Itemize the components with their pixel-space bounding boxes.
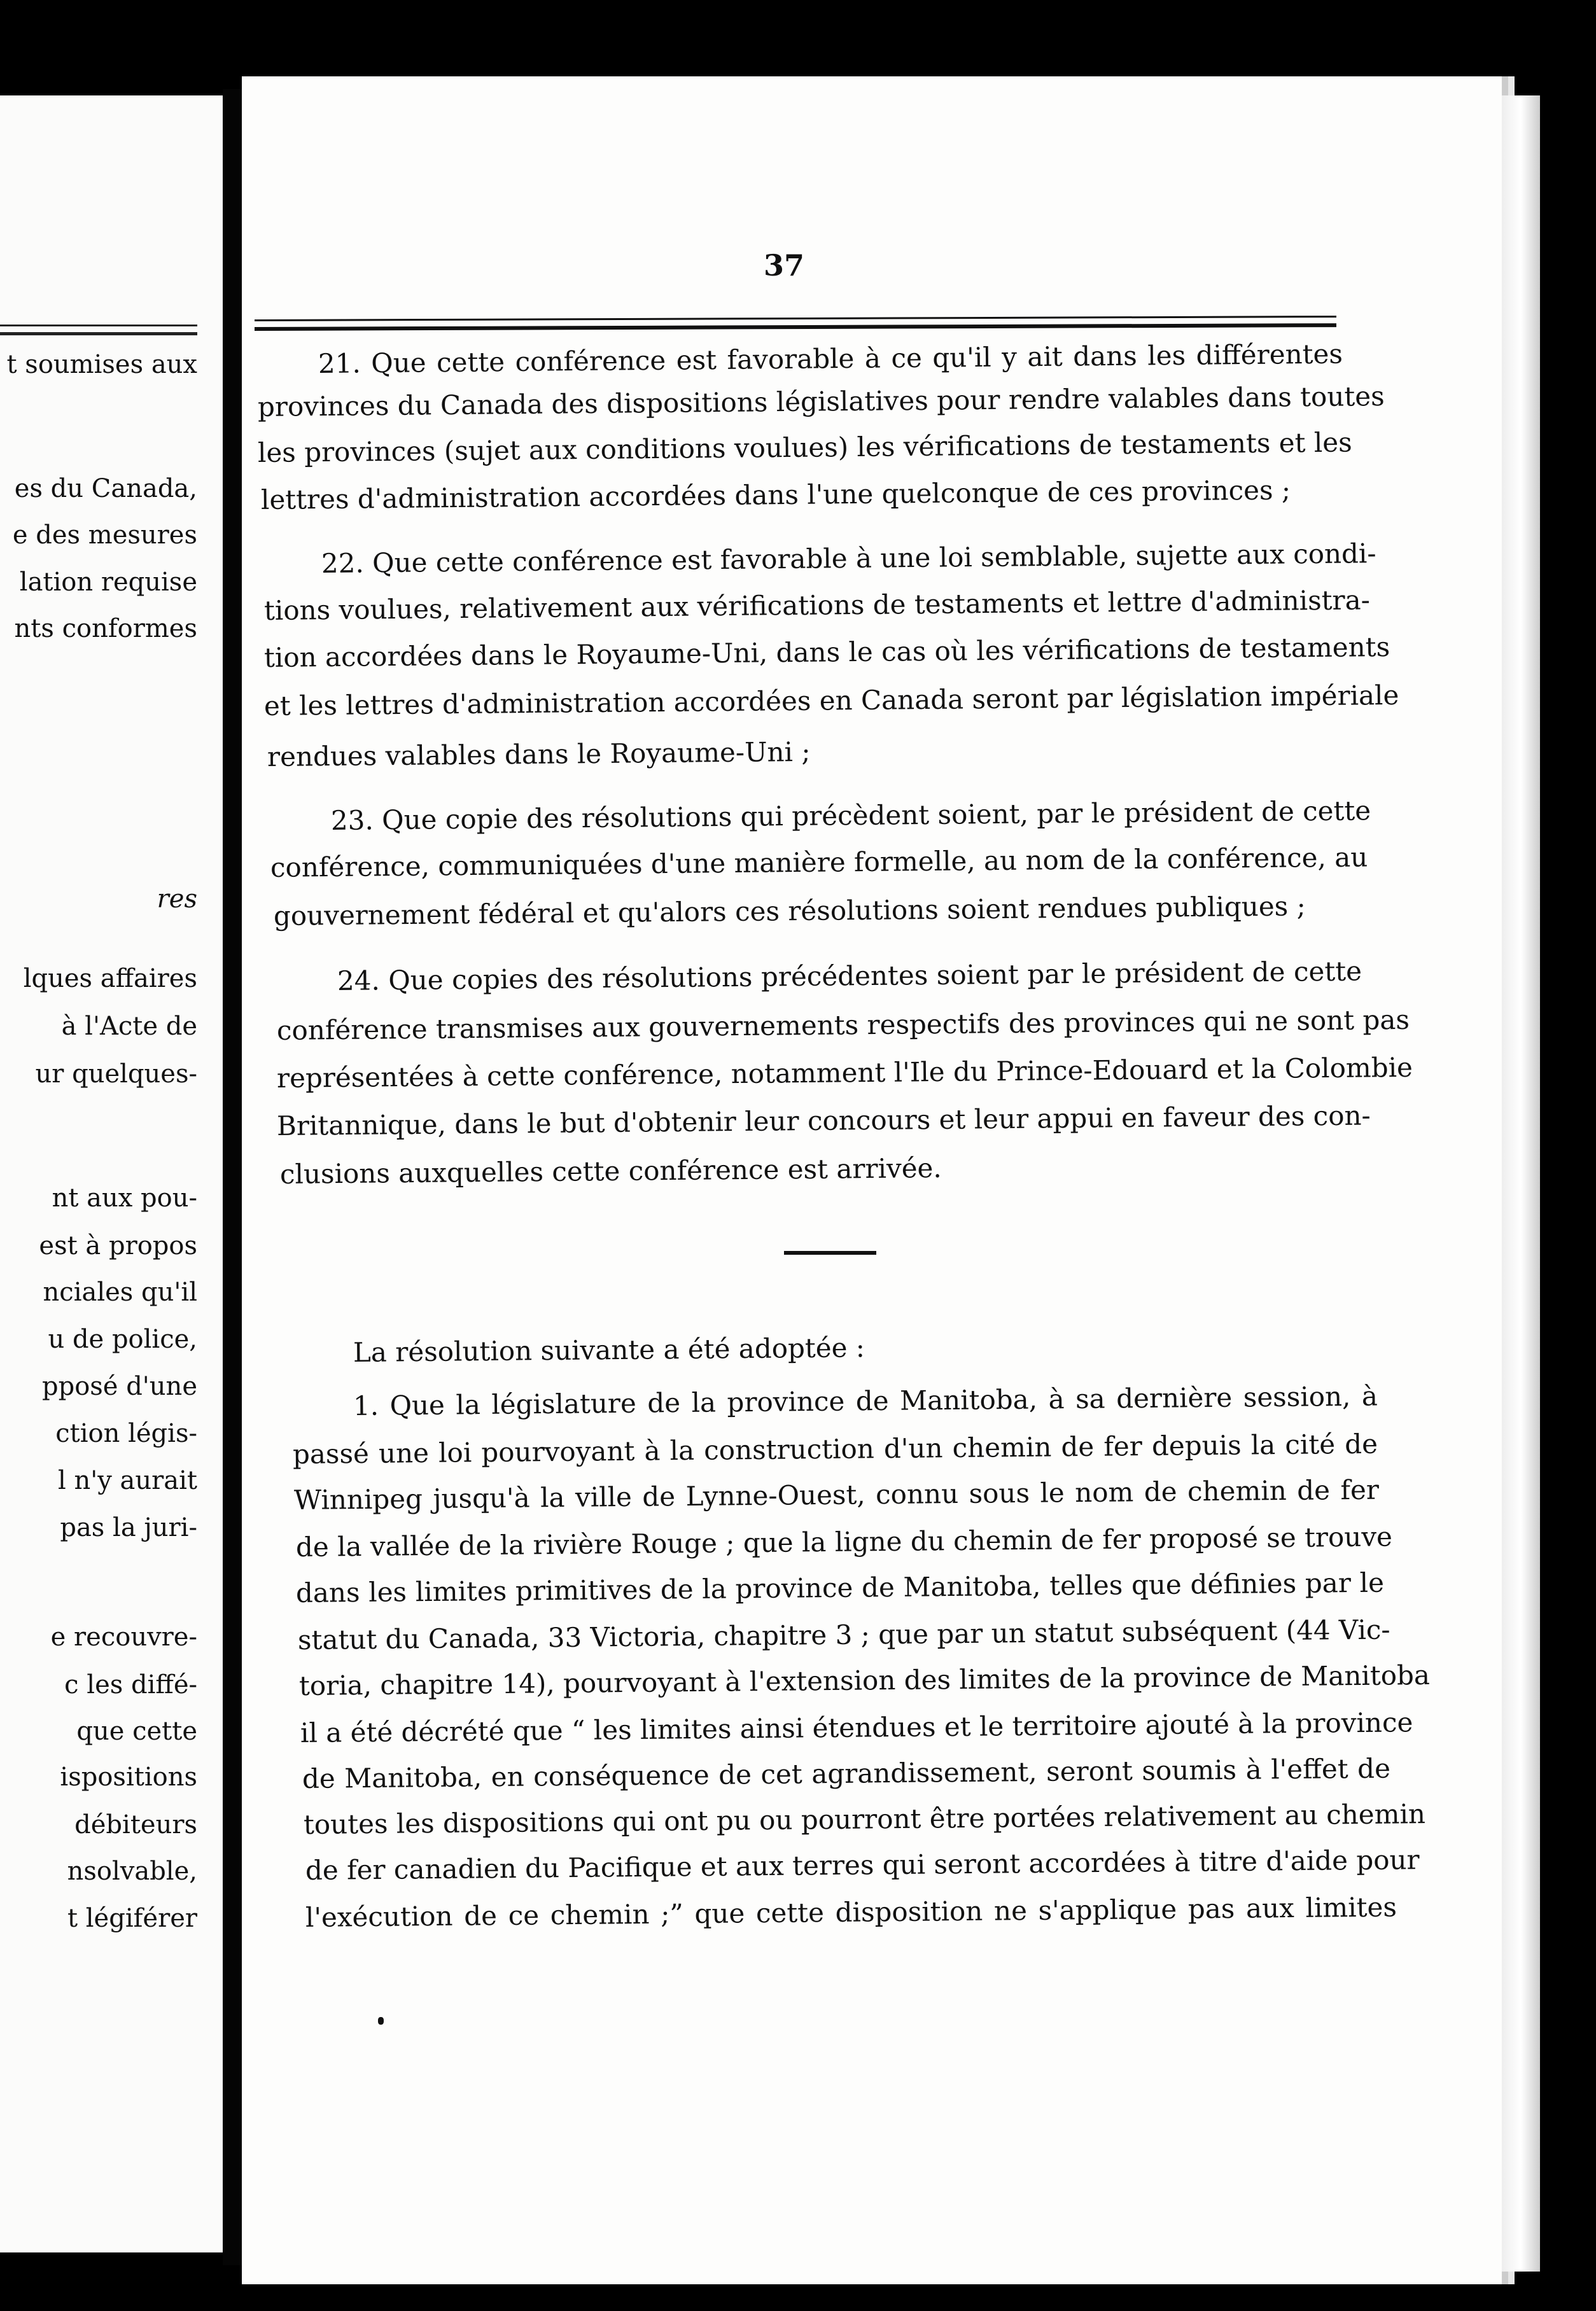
- left-page-line: est à propos: [39, 1231, 197, 1260]
- text-line: lettres d'administration accordées dans l'une quelconque de ces provinces ;: [260, 474, 1291, 515]
- text-line: les provinces (sujet aux conditions voulues) les vérifications de testaments et les: [257, 426, 1352, 468]
- text-line: conférence transmises aux gouvernements respectifs des provinces qui ne sont pas: [276, 1003, 1410, 1046]
- left-facing-page: [0, 95, 223, 2252]
- text-line: passé une loi pourvoyant à la construction d'un chemin de fer depuis la cité de: [292, 1428, 1378, 1470]
- section-separator: [784, 1251, 876, 1255]
- text-line: et les lettres d'administration accordées en Canada seront par législation impériale: [263, 679, 1399, 722]
- left-page-line: t soumises aux: [6, 350, 197, 379]
- text-line: 23. Que copie des résolutions qui précèdent soient, par le président de cette: [330, 795, 1371, 836]
- left-page-line: c les diffé-: [64, 1670, 197, 1700]
- text-line: provinces du Canada des dispositions législatives pour rendre valables dans toutes: [257, 381, 1385, 422]
- text-line: statut du Canada, 33 Victoria, chapitre 3 ; que par un statut subséquent (44 Vic-: [297, 1614, 1390, 1656]
- text-line: il a été décrété que “ les limites ainsi étendues et le territoire ajouté à la province: [300, 1707, 1413, 1749]
- left-page-line: à l'Acte de: [61, 1012, 197, 1041]
- text-line: tion accordées dans le Royaume-Uni, dans le cas où les vérifications de testaments: [263, 631, 1390, 673]
- text-line: 24. Que copies des résolutions précédentes soient par le président de cette: [337, 955, 1362, 996]
- left-page-line: e recouvre-: [50, 1623, 197, 1652]
- left-page-line: res: [157, 884, 197, 914]
- text-line: de la vallée de la rivière Rouge ; que la ligne du chemin de fer proposé se trouve: [295, 1521, 1393, 1563]
- text-line: toria, chapitre 14), pourvoyant à l'extension des limites de la province de Manitoba: [298, 1659, 1431, 1701]
- text-line: rendues valables dans le Royaume-Uni ;: [267, 736, 811, 772]
- page-number: 37: [764, 248, 805, 283]
- text-line: représentées à cette conférence, notamment l'Ile du Prince-Edouard et la Colombie: [276, 1051, 1413, 1094]
- left-page-line: pposé d'une: [41, 1372, 197, 1401]
- text-line: de fer canadien du Pacifique et aux terres qui seront accordées à titre d'aide pour: [305, 1844, 1420, 1886]
- text-line: dans les limites primitives de la province de Manitoba, telles que définies par le: [295, 1567, 1385, 1609]
- text-line: clusions auxquelles cette conférence est arrivée.: [279, 1152, 942, 1190]
- left-page-line: ur quelques-: [35, 1059, 197, 1089]
- text-line: 1. Que la législature de la province de Manitoba, à sa dernière session, à: [353, 1380, 1378, 1421]
- text-line: de Manitoba, en conséquence de cet agrandissement, seront soumis à l'effet de: [302, 1752, 1391, 1794]
- left-page-line: u de police,: [48, 1325, 197, 1354]
- text-line: 21. Que cette conférence est favorable à ce qu'il y ait dans les différentes: [318, 338, 1343, 379]
- ink-speck: [378, 2017, 384, 2025]
- text-line: tions voulues, relativement aux vérifications de testaments et lettre d'administra-: [263, 584, 1371, 626]
- left-page-line: débiteurs: [74, 1810, 197, 1840]
- left-page-line: nciales qu'il: [43, 1278, 197, 1307]
- text-line: toutes les dispositions qui ont pu ou pourront être portées relativement au chemin: [303, 1798, 1426, 1840]
- left-page-line: que cette: [76, 1717, 197, 1746]
- text-line: Winnipeg jusqu'à la ville de Lynne-Ouest, connu sous le nom de chemin de fer: [293, 1474, 1380, 1516]
- text-line: gouvernement fédéral et qu'alors ces résolutions soient rendues publiques ;: [273, 890, 1306, 932]
- text-line: l'exécution de ce chemin ;” que cette disposition ne s'applique pas aux limites: [305, 1891, 1397, 1933]
- left-page-text: [0, 95, 197, 2252]
- text-line: conférence, communiquées d'une manière formelle, au nom de la conférence, au: [270, 841, 1368, 883]
- left-page-line: lation requise: [19, 568, 197, 597]
- left-page-line: nt aux pou-: [52, 1183, 197, 1213]
- left-page-line: l n'y aurait: [57, 1466, 197, 1495]
- page-edge: [1502, 95, 1540, 2272]
- left-page-line: ispositions: [60, 1763, 197, 1792]
- text-line: Britannique, dans le but d'obtenir leur concours et leur appui en faveur des con-: [276, 1100, 1371, 1142]
- left-page-line: e des mesures: [12, 520, 197, 550]
- left-page-line: lques affaires: [23, 964, 197, 993]
- book-gutter: [223, 89, 242, 2265]
- left-page-line: ction légis-: [55, 1419, 197, 1448]
- left-page-line: pas la juri-: [60, 1513, 197, 1542]
- left-page-line: t légiférer: [67, 1904, 197, 1933]
- left-page-line: nsolvable,: [67, 1857, 197, 1886]
- left-page-line: nts conformes: [14, 614, 197, 643]
- text-line: 22. Que cette conférence est favorable à une loi semblable, sujette aux condi-: [321, 538, 1376, 579]
- left-page-line: es du Canada,: [14, 474, 197, 503]
- text-line: La résolution suivante a été adoptée :: [353, 1332, 865, 1368]
